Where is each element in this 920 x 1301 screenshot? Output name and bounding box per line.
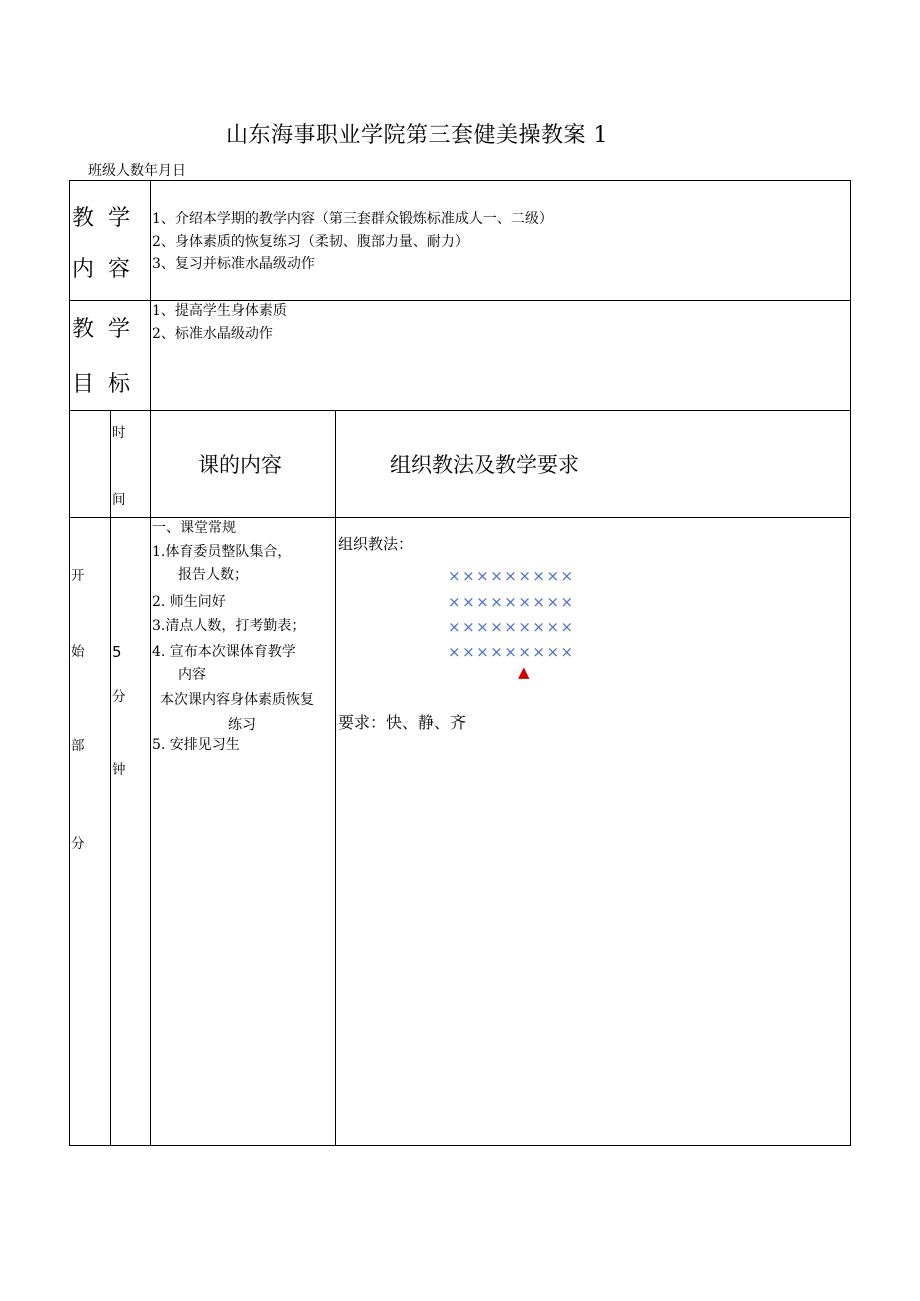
row-divider bbox=[69, 410, 851, 411]
time-unit-char-2: 钟 bbox=[112, 762, 126, 778]
table-border-top bbox=[69, 180, 851, 181]
time-header-char-2: 间 bbox=[112, 492, 126, 508]
col-divider-content bbox=[335, 410, 336, 1146]
formation-row-3: ××××××××× bbox=[448, 618, 575, 636]
content-line-6: 4. 宣布本次课体育教学 bbox=[152, 644, 296, 660]
part-label-char-1: 开 bbox=[71, 568, 85, 584]
time-value: 5 bbox=[112, 643, 122, 661]
content-line-5: 3.清点人数，打考勤表； bbox=[152, 618, 306, 634]
content-line-3: 报告人数； bbox=[178, 567, 248, 583]
col-divider-label bbox=[150, 180, 151, 1146]
formation-row-4: ××××××××× bbox=[448, 643, 575, 661]
requirement-text: 要求：快、静、齐 bbox=[338, 713, 467, 732]
time-unit-char-1: 分 bbox=[112, 689, 126, 705]
formation-row-1: ××××××××× bbox=[448, 567, 575, 585]
goal-item-1: 1、提高学生身体素质 bbox=[152, 303, 287, 319]
method-label: 组织教法： bbox=[338, 535, 414, 553]
content-item-1: 1、介绍本学期的教学内容（第三套群众锻炼标准成人一、二级） bbox=[152, 211, 553, 227]
content-line-7: 内容 bbox=[178, 667, 206, 683]
part-label-char-3: 部 bbox=[71, 738, 85, 754]
row-divider bbox=[69, 517, 851, 518]
goals-label-line1: 教 学 bbox=[72, 317, 130, 342]
content-label-line1: 教 学 bbox=[72, 206, 130, 231]
goals-label-line2: 目 标 bbox=[72, 372, 130, 397]
class-info-line: 班级人数年月日 bbox=[88, 163, 186, 179]
part-label-char-4: 分 bbox=[71, 836, 85, 852]
content-line-8: 本次课内容身体素质恢复 bbox=[160, 692, 314, 708]
content-line-4: 2. 师生问好 bbox=[152, 594, 226, 610]
table-border-right bbox=[850, 180, 851, 1146]
formation-row-2: ××××××××× bbox=[448, 593, 575, 611]
content-line-9: 练习 bbox=[228, 717, 256, 733]
content-label-line2: 内 容 bbox=[72, 257, 130, 282]
time-header-char-1: 时 bbox=[112, 425, 126, 441]
content-item-2: 2、身体素质的恢复练习（柔韧、腹部力量、耐力） bbox=[152, 234, 469, 250]
table-border-left bbox=[69, 180, 70, 1146]
content-item-3: 3、复习并标准水晶级动作 bbox=[152, 256, 315, 272]
content-column-header: 课的内容 bbox=[198, 453, 282, 477]
content-line-10: 5. 安排见习生 bbox=[152, 737, 240, 753]
part-label-char-2: 始 bbox=[71, 644, 85, 660]
col-divider-time bbox=[110, 410, 111, 1146]
goal-item-2: 2、标准水晶级动作 bbox=[152, 326, 273, 342]
table-border-bottom bbox=[69, 1145, 851, 1146]
row-divider bbox=[69, 300, 851, 301]
teacher-marker-icon: ▲ bbox=[518, 663, 530, 681]
document-title: 山东海事职业学院第三套健美操教案 1 bbox=[226, 123, 608, 148]
method-column-header: 组织教法及教学要求 bbox=[390, 453, 579, 477]
content-line-1: 一、课堂常规 bbox=[152, 520, 236, 536]
content-line-2: 1.体育委员整队集合， bbox=[152, 544, 292, 560]
